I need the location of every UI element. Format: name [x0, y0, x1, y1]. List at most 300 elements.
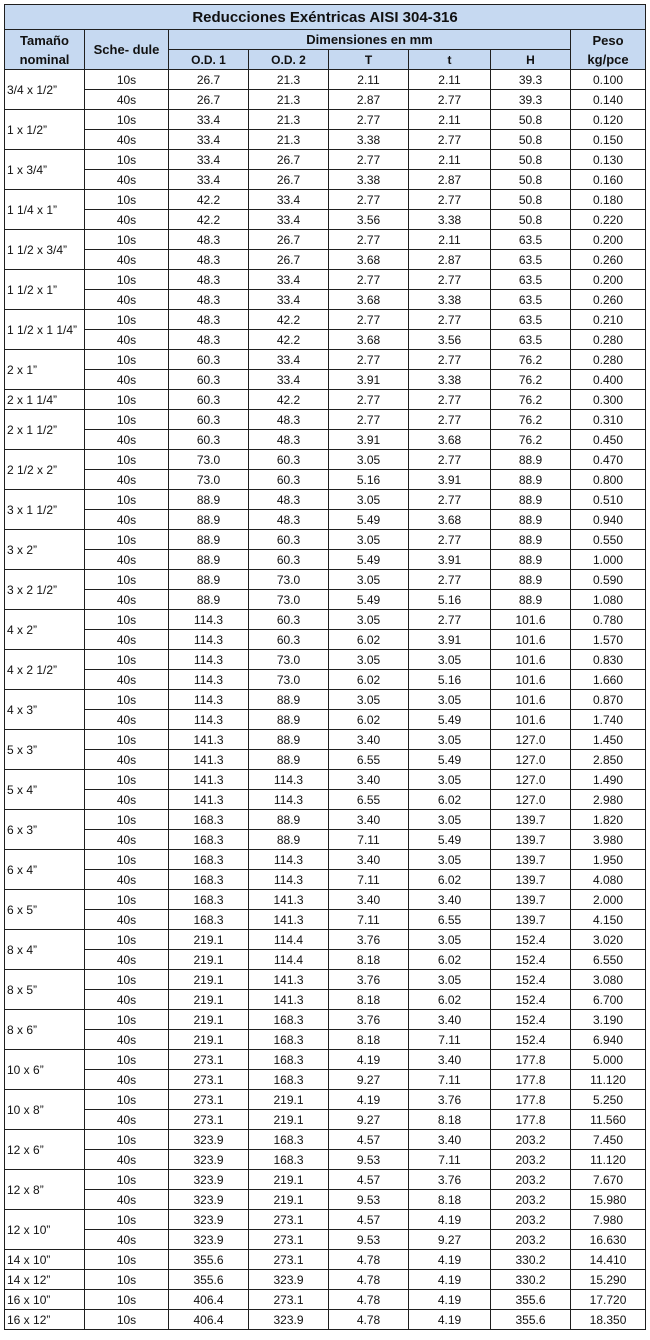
od1-cell: 60.3	[169, 430, 249, 450]
wall-T-cell: 8.18	[329, 1030, 409, 1050]
weight-cell: 17.720	[571, 1290, 646, 1310]
wall-T-cell: 3.68	[329, 330, 409, 350]
schedule-cell: 40s	[85, 170, 169, 190]
table-row	[5, 370, 646, 390]
od1-cell: 48.3	[169, 250, 249, 270]
schedule-cell: 40s	[85, 1070, 169, 1090]
length-H-cell: 88.9	[491, 450, 571, 470]
table-row	[5, 750, 646, 770]
od1-cell: 273.1	[169, 1070, 249, 1090]
length-H-cell: 139.7	[491, 910, 571, 930]
od1-cell: 406.4	[169, 1290, 249, 1310]
wall-T-cell: 3.40	[329, 890, 409, 910]
od1-cell: 168.3	[169, 870, 249, 890]
schedule-cell: 10s	[85, 110, 169, 130]
length-H-cell: 76.2	[491, 350, 571, 370]
wall-t-cell: 7.11	[409, 1030, 491, 1050]
schedule-cell: 10s	[85, 930, 169, 950]
od1-cell: 114.3	[169, 610, 249, 630]
length-H-cell: 152.4	[491, 1010, 571, 1030]
wall-t-cell: 8.18	[409, 1190, 491, 1210]
od2-cell: 141.3	[249, 970, 329, 990]
schedule-cell: 10s	[85, 890, 169, 910]
wall-t-cell: 2.77	[409, 410, 491, 430]
table-row	[5, 950, 646, 970]
od2-cell: 323.9	[249, 1310, 329, 1330]
length-H-cell: 330.2	[491, 1250, 571, 1270]
od1-cell: 219.1	[169, 990, 249, 1010]
wall-t-cell: 3.40	[409, 1130, 491, 1150]
wall-T-cell: 2.77	[329, 190, 409, 210]
wall-t-cell: 3.40	[409, 890, 491, 910]
length-H-cell: 63.5	[491, 310, 571, 330]
schedule-cell: 40s	[85, 590, 169, 610]
length-H-cell: 63.5	[491, 230, 571, 250]
nominal-size-cell: 1 x 3/4”	[5, 150, 85, 190]
wall-T-cell: 3.40	[329, 770, 409, 790]
od2-cell: 114.3	[249, 850, 329, 870]
header-wall-T: T	[329, 50, 409, 70]
length-H-cell: 152.4	[491, 930, 571, 950]
od1-cell: 168.3	[169, 850, 249, 870]
wall-t-cell: 3.05	[409, 810, 491, 830]
wall-T-cell: 9.27	[329, 1070, 409, 1090]
wall-T-cell: 3.05	[329, 530, 409, 550]
length-H-cell: 127.0	[491, 730, 571, 750]
weight-cell: 0.300	[571, 390, 646, 410]
schedule-cell: 10s	[85, 390, 169, 410]
weight-cell: 0.200	[571, 230, 646, 250]
weight-cell: 1.820	[571, 810, 646, 830]
nominal-size-cell: 1 1/2 x 3/4”	[5, 230, 85, 270]
weight-cell: 16.630	[571, 1230, 646, 1250]
od2-cell: 273.1	[249, 1250, 329, 1270]
wall-T-cell: 3.05	[329, 610, 409, 630]
header-length-H: H	[491, 50, 571, 70]
schedule-cell: 10s	[85, 1170, 169, 1190]
header-nominal-size: Tamaño nominal	[5, 30, 85, 70]
length-H-cell: 139.7	[491, 870, 571, 890]
table-row	[5, 990, 646, 1010]
od2-cell: 73.0	[249, 670, 329, 690]
od2-cell: 42.2	[249, 330, 329, 350]
schedule-cell: 40s	[85, 1230, 169, 1250]
od2-cell: 60.3	[249, 550, 329, 570]
weight-cell: 0.280	[571, 350, 646, 370]
table-title: Reducciones Exéntricas AISI 304-316	[5, 5, 646, 30]
length-H-cell: 50.8	[491, 130, 571, 150]
od1-cell: 114.3	[169, 670, 249, 690]
weight-cell: 0.130	[571, 150, 646, 170]
weight-cell: 1.490	[571, 770, 646, 790]
od1-cell: 88.9	[169, 590, 249, 610]
length-H-cell: 88.9	[491, 530, 571, 550]
od2-cell: 141.3	[249, 990, 329, 1010]
wall-T-cell: 7.11	[329, 910, 409, 930]
od1-cell: 406.4	[169, 1310, 249, 1330]
wall-T-cell: 3.05	[329, 570, 409, 590]
schedule-cell: 10s	[85, 450, 169, 470]
od1-cell: 114.3	[169, 690, 249, 710]
od1-cell: 141.3	[169, 790, 249, 810]
wall-t-cell: 7.11	[409, 1150, 491, 1170]
schedule-cell: 10s	[85, 190, 169, 210]
od2-cell: 33.4	[249, 350, 329, 370]
schedule-cell: 10s	[85, 1270, 169, 1290]
header-wall-t: t	[409, 50, 491, 70]
nominal-size-cell: 8 x 4”	[5, 930, 85, 970]
table-row	[5, 290, 646, 310]
schedule-cell: 10s	[85, 690, 169, 710]
length-H-cell: 127.0	[491, 750, 571, 770]
wall-T-cell: 3.91	[329, 370, 409, 390]
table-row	[5, 310, 646, 330]
wall-T-cell: 5.49	[329, 590, 409, 610]
schedule-cell: 10s	[85, 70, 169, 90]
weight-cell: 1.950	[571, 850, 646, 870]
od2-cell: 141.3	[249, 890, 329, 910]
wall-T-cell: 4.78	[329, 1310, 409, 1330]
od1-cell: 114.3	[169, 650, 249, 670]
od1-cell: 141.3	[169, 770, 249, 790]
nominal-size-cell: 16 x 12”	[5, 1310, 85, 1330]
weight-cell: 0.180	[571, 190, 646, 210]
od2-cell: 273.1	[249, 1210, 329, 1230]
weight-cell: 1.660	[571, 670, 646, 690]
wall-t-cell: 4.19	[409, 1310, 491, 1330]
od1-cell: 323.9	[169, 1230, 249, 1250]
wall-t-cell: 2.77	[409, 530, 491, 550]
weight-cell: 15.290	[571, 1270, 646, 1290]
length-H-cell: 139.7	[491, 830, 571, 850]
wall-t-cell: 2.11	[409, 110, 491, 130]
wall-T-cell: 9.53	[329, 1150, 409, 1170]
od2-cell: 114.3	[249, 790, 329, 810]
od2-cell: 323.9	[249, 1270, 329, 1290]
schedule-cell: 40s	[85, 830, 169, 850]
wall-T-cell: 2.11	[329, 70, 409, 90]
weight-cell: 11.560	[571, 1110, 646, 1130]
od1-cell: 323.9	[169, 1130, 249, 1150]
weight-cell: 14.410	[571, 1250, 646, 1270]
schedule-cell: 10s	[85, 730, 169, 750]
od1-cell: 26.7	[169, 90, 249, 110]
wall-T-cell: 6.02	[329, 710, 409, 730]
length-H-cell: 63.5	[491, 270, 571, 290]
wall-t-cell: 2.11	[409, 70, 491, 90]
table-row	[5, 610, 646, 630]
wall-t-cell: 3.05	[409, 970, 491, 990]
length-H-cell: 203.2	[491, 1150, 571, 1170]
wall-T-cell: 6.02	[329, 670, 409, 690]
table-row	[5, 110, 646, 130]
length-H-cell: 177.8	[491, 1090, 571, 1110]
table-row	[5, 570, 646, 590]
wall-T-cell: 9.53	[329, 1190, 409, 1210]
od1-cell: 42.2	[169, 190, 249, 210]
od1-cell: 60.3	[169, 390, 249, 410]
od2-cell: 168.3	[249, 1030, 329, 1050]
table-row	[5, 350, 646, 370]
schedule-cell: 10s	[85, 1290, 169, 1310]
od2-cell: 88.9	[249, 690, 329, 710]
length-H-cell: 152.4	[491, 990, 571, 1010]
schedule-cell: 40s	[85, 250, 169, 270]
od2-cell: 48.3	[249, 490, 329, 510]
od2-cell: 33.4	[249, 370, 329, 390]
wall-T-cell: 2.77	[329, 390, 409, 410]
length-H-cell: 50.8	[491, 170, 571, 190]
table-row	[5, 130, 646, 150]
od2-cell: 21.3	[249, 90, 329, 110]
nominal-size-cell: 10 x 8”	[5, 1090, 85, 1130]
od1-cell: 33.4	[169, 170, 249, 190]
od1-cell: 355.6	[169, 1250, 249, 1270]
nominal-size-cell: 6 x 5”	[5, 890, 85, 930]
od1-cell: 42.2	[169, 210, 249, 230]
od2-cell: 168.3	[249, 1150, 329, 1170]
wall-t-cell: 3.38	[409, 290, 491, 310]
weight-cell: 0.280	[571, 330, 646, 350]
table-row	[5, 1250, 646, 1270]
wall-t-cell: 6.55	[409, 910, 491, 930]
od1-cell: 168.3	[169, 810, 249, 830]
nominal-size-cell: 2 x 1”	[5, 350, 85, 390]
table-row	[5, 1050, 646, 1070]
wall-t-cell: 3.68	[409, 430, 491, 450]
weight-cell: 7.980	[571, 1210, 646, 1230]
wall-T-cell: 3.56	[329, 210, 409, 230]
od2-cell: 88.9	[249, 730, 329, 750]
header-dimensions: Dimensiones en mm	[169, 30, 571, 50]
nominal-size-cell: 1 1/2 x 1”	[5, 270, 85, 310]
wall-t-cell: 5.49	[409, 710, 491, 730]
wall-T-cell: 4.78	[329, 1250, 409, 1270]
wall-T-cell: 6.55	[329, 750, 409, 770]
table-row	[5, 870, 646, 890]
weight-cell: 0.100	[571, 70, 646, 90]
schedule-cell: 40s	[85, 710, 169, 730]
length-H-cell: 88.9	[491, 550, 571, 570]
wall-T-cell: 2.77	[329, 150, 409, 170]
nominal-size-cell: 8 x 5”	[5, 970, 85, 1010]
wall-T-cell: 2.77	[329, 110, 409, 130]
wall-t-cell: 3.76	[409, 1090, 491, 1110]
wall-t-cell: 2.77	[409, 490, 491, 510]
table-row	[5, 830, 646, 850]
length-H-cell: 76.2	[491, 370, 571, 390]
wall-T-cell: 3.38	[329, 130, 409, 150]
od2-cell: 88.9	[249, 810, 329, 830]
table-row	[5, 1110, 646, 1130]
table-row	[5, 1130, 646, 1150]
length-H-cell: 101.6	[491, 630, 571, 650]
wall-t-cell: 3.40	[409, 1010, 491, 1030]
table-row	[5, 1030, 646, 1050]
weight-cell: 3.080	[571, 970, 646, 990]
od1-cell: 219.1	[169, 950, 249, 970]
weight-cell: 6.550	[571, 950, 646, 970]
wall-T-cell: 6.55	[329, 790, 409, 810]
wall-t-cell: 6.02	[409, 870, 491, 890]
od1-cell: 323.9	[169, 1210, 249, 1230]
od2-cell: 88.9	[249, 830, 329, 850]
nominal-size-cell: 6 x 3”	[5, 810, 85, 850]
nominal-size-cell: 4 x 2”	[5, 610, 85, 650]
header-schedule: Sche- dule	[85, 30, 169, 70]
length-H-cell: 101.6	[491, 650, 571, 670]
nominal-size-cell: 2 x 1 1/4”	[5, 390, 85, 410]
wall-T-cell: 8.18	[329, 950, 409, 970]
table-row	[5, 150, 646, 170]
nominal-size-cell: 2 x 1 1/2”	[5, 410, 85, 450]
wall-T-cell: 5.49	[329, 550, 409, 570]
weight-cell: 1.000	[571, 550, 646, 570]
od2-cell: 168.3	[249, 1050, 329, 1070]
schedule-cell: 10s	[85, 310, 169, 330]
od1-cell: 355.6	[169, 1270, 249, 1290]
table-row	[5, 1010, 646, 1030]
length-H-cell: 101.6	[491, 710, 571, 730]
wall-T-cell: 5.49	[329, 510, 409, 530]
nominal-size-cell: 4 x 2 1/2”	[5, 650, 85, 690]
od1-cell: 73.0	[169, 470, 249, 490]
od1-cell: 60.3	[169, 350, 249, 370]
header-od2: O.D. 2	[249, 50, 329, 70]
reducer-spec-table	[4, 4, 646, 1330]
schedule-cell: 10s	[85, 1310, 169, 1330]
table-row	[5, 690, 646, 710]
schedule-cell: 10s	[85, 1050, 169, 1070]
nominal-size-cell: 1 1/2 x 1 1/4”	[5, 310, 85, 350]
od2-cell: 33.4	[249, 290, 329, 310]
od2-cell: 26.7	[249, 170, 329, 190]
nominal-size-cell: 8 x 6”	[5, 1010, 85, 1050]
wall-T-cell: 2.77	[329, 310, 409, 330]
od2-cell: 219.1	[249, 1190, 329, 1210]
weight-cell: 18.350	[571, 1310, 646, 1330]
od2-cell: 21.3	[249, 70, 329, 90]
od1-cell: 114.3	[169, 630, 249, 650]
schedule-cell: 10s	[85, 770, 169, 790]
od1-cell: 60.3	[169, 370, 249, 390]
od2-cell: 168.3	[249, 1070, 329, 1090]
wall-t-cell: 2.77	[409, 390, 491, 410]
length-H-cell: 152.4	[491, 970, 571, 990]
schedule-cell: 40s	[85, 630, 169, 650]
wall-T-cell: 4.78	[329, 1290, 409, 1310]
schedule-cell: 10s	[85, 270, 169, 290]
od2-cell: 273.1	[249, 1230, 329, 1250]
schedule-cell: 40s	[85, 330, 169, 350]
weight-cell: 7.670	[571, 1170, 646, 1190]
nominal-size-cell: 12 x 8”	[5, 1170, 85, 1210]
table-row	[5, 1270, 646, 1290]
weight-cell: 0.140	[571, 90, 646, 110]
od1-cell: 88.9	[169, 550, 249, 570]
table-row	[5, 270, 646, 290]
od2-cell: 26.7	[249, 230, 329, 250]
od2-cell: 73.0	[249, 590, 329, 610]
od1-cell: 323.9	[169, 1150, 249, 1170]
length-H-cell: 63.5	[491, 290, 571, 310]
table-row	[5, 550, 646, 570]
table-row	[5, 810, 646, 830]
wall-t-cell: 5.16	[409, 670, 491, 690]
od1-cell: 48.3	[169, 290, 249, 310]
od2-cell: 48.3	[249, 430, 329, 450]
weight-cell: 5.250	[571, 1090, 646, 1110]
schedule-cell: 40s	[85, 990, 169, 1010]
schedule-cell: 40s	[85, 1150, 169, 1170]
length-H-cell: 50.8	[491, 110, 571, 130]
length-H-cell: 101.6	[491, 670, 571, 690]
od2-cell: 88.9	[249, 710, 329, 730]
od1-cell: 48.3	[169, 310, 249, 330]
wall-t-cell: 5.16	[409, 590, 491, 610]
weight-cell: 1.570	[571, 630, 646, 650]
od2-cell: 21.3	[249, 130, 329, 150]
schedule-cell: 10s	[85, 610, 169, 630]
schedule-cell: 40s	[85, 870, 169, 890]
wall-t-cell: 6.02	[409, 990, 491, 1010]
wall-t-cell: 3.05	[409, 650, 491, 670]
weight-cell: 7.450	[571, 1130, 646, 1150]
table-row	[5, 650, 646, 670]
wall-T-cell: 2.77	[329, 410, 409, 430]
table-row	[5, 670, 646, 690]
weight-cell: 3.190	[571, 1010, 646, 1030]
od1-cell: 88.9	[169, 490, 249, 510]
length-H-cell: 177.8	[491, 1070, 571, 1090]
od2-cell: 60.3	[249, 630, 329, 650]
wall-T-cell: 4.19	[329, 1050, 409, 1070]
od2-cell: 168.3	[249, 1010, 329, 1030]
weight-cell: 4.080	[571, 870, 646, 890]
length-H-cell: 76.2	[491, 410, 571, 430]
od1-cell: 141.3	[169, 730, 249, 750]
table-row	[5, 210, 646, 230]
schedule-cell: 10s	[85, 490, 169, 510]
od2-cell: 141.3	[249, 910, 329, 930]
weight-cell: 0.510	[571, 490, 646, 510]
wall-T-cell: 4.19	[329, 1090, 409, 1110]
wall-t-cell: 2.77	[409, 90, 491, 110]
nominal-size-cell: 2 1/2 x 2”	[5, 450, 85, 490]
nominal-size-cell: 3 x 2 1/2”	[5, 570, 85, 610]
weight-cell: 0.220	[571, 210, 646, 230]
wall-t-cell: 3.68	[409, 510, 491, 530]
nominal-size-cell: 1 x 1/2”	[5, 110, 85, 150]
length-H-cell: 203.2	[491, 1190, 571, 1210]
wall-t-cell: 3.91	[409, 630, 491, 650]
wall-t-cell: 3.05	[409, 850, 491, 870]
length-H-cell: 139.7	[491, 810, 571, 830]
od2-cell: 219.1	[249, 1170, 329, 1190]
wall-t-cell: 6.02	[409, 790, 491, 810]
table-row	[5, 490, 646, 510]
wall-T-cell: 2.77	[329, 230, 409, 250]
table-row	[5, 850, 646, 870]
table-row	[5, 1290, 646, 1310]
od2-cell: 219.1	[249, 1090, 329, 1110]
weight-cell: 11.120	[571, 1070, 646, 1090]
od1-cell: 323.9	[169, 1190, 249, 1210]
weight-cell: 0.590	[571, 570, 646, 590]
length-H-cell: 139.7	[491, 890, 571, 910]
schedule-cell: 40s	[85, 470, 169, 490]
table-row	[5, 1090, 646, 1110]
